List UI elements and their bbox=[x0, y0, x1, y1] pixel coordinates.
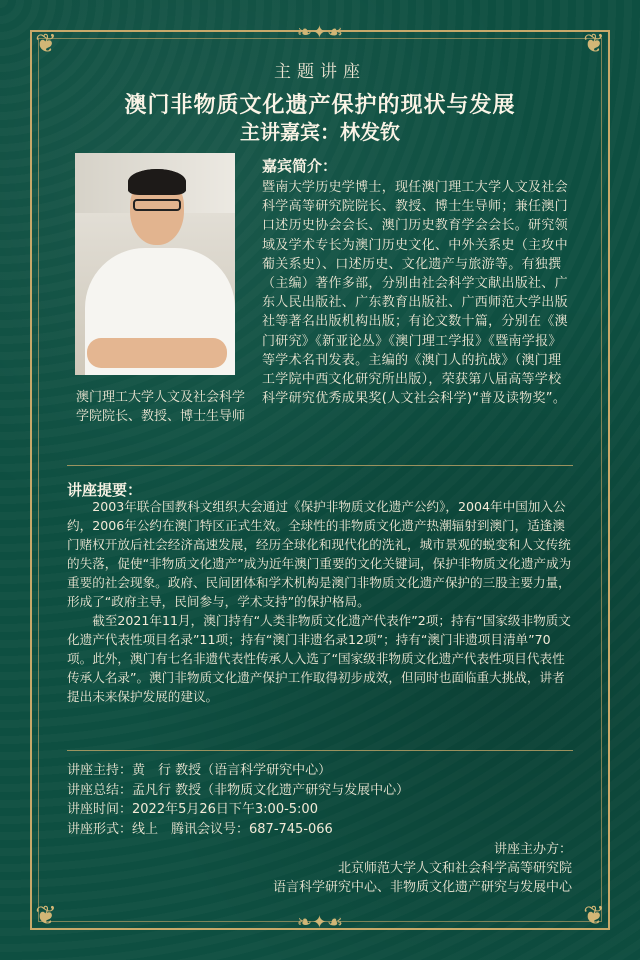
speaker-name: 主讲嘉宾：林发钦 bbox=[240, 120, 400, 144]
lecture-title: 澳门非物质文化遗产保护的现状与发展 bbox=[124, 93, 516, 118]
ornament-corner-icon: ❦ bbox=[35, 29, 57, 59]
bio-heading: 嘉宾简介： bbox=[262, 157, 338, 175]
ornament-corner-icon: ❦ bbox=[35, 901, 57, 931]
ornament-crest-icon: ❧✦☙ bbox=[296, 912, 344, 933]
organizer-line: 北京师范大学人文和社会科学高等研究院 bbox=[337, 861, 572, 876]
photo-caption: 澳门理工大学人文及社会科学学院院长、教授、博士生导师 bbox=[76, 390, 246, 424]
lecture-details bbox=[67, 761, 575, 839]
bio-text: 暨南大学历史学博士，现任澳门理工大学人文及社会科学高等研究院院长、教授、博士生导师；兼任澳门口述历史协会会长、澳门历史教育学会会长。研究领域及学术专长为澳门历史文化、中外关系史（主攻中葡关系史）、口述历史、文化遗产与旅游等。有独撰（主编）著作多部，分别由社会科学文献出版社、广东人民出版社、广东教育出版社、广西师范大学出版社等著名出版机构出版；有论文数十篇，分别在《澳门研究》《新亚论丛》《澳门理工学报》《暨南学报》等学术名刊发表。主编的《澳门人的抗战》（澳门理工学院中西文化研究所出版），荣获第八届高等学校科学研究优秀成果奖(人文社会科学)“普及读物奖”。 bbox=[262, 180, 568, 407]
divider bbox=[67, 465, 573, 466]
host-line: 讲座主持：黄 行 教授（语言科学研究中心） bbox=[67, 763, 332, 778]
summary-text bbox=[67, 497, 575, 706]
organizer-line: 语言科学研究中心、非物质文化遗产研究与发展中心 bbox=[272, 880, 572, 895]
ornament-corner-icon: ❦ bbox=[583, 901, 605, 931]
speaker-photo bbox=[75, 153, 235, 375]
summary-heading: 讲座提要： bbox=[67, 481, 143, 499]
ornament-crest-icon: ❧✦☙ bbox=[296, 22, 344, 43]
topic-label: 主题讲座 bbox=[274, 62, 366, 82]
ornament-corner-icon: ❦ bbox=[583, 29, 605, 59]
format-line: 讲座形式：线上 腾讯会议号：687-745-066 bbox=[67, 821, 333, 837]
organizer-heading: 讲座主办方： bbox=[493, 842, 572, 857]
summary-paragraph: 截至2021年11月，澳门持有“人类非物质文化遗产代表作”2项；持有“国家级非物质文化遗产代表性项目名录”11项；持有“澳门非遗名录12项”；持有“澳门非遗项目清单”70项。此外，澳门有七名非遗代表性传承人入选了“国家级非物质文化遗产代表性项目代表性传承人名录”。澳门非物质文化遗产保护工作取得初步成效，但同时也面临重大挑战，讲者提出未来保护发展的建议。 bbox=[67, 613, 571, 704]
summarizer-line: 讲座总结：孟凡行 教授（非物质文化遗产研究与发展中心） bbox=[67, 782, 410, 798]
time-line: 讲座时间：2022年5月26日下午3:00-5:00 bbox=[67, 802, 318, 817]
divider bbox=[67, 750, 573, 751]
summary-paragraph: 2003年联合国教科文组织大会通过《保护非物质文化遗产公约》，2004年中国加入公约，2006年公约在澳门特区正式生效。全球性的非物质文化遗产热潮辐射到澳门，适逢澳门赌权开放后社会经济高速发展，经历全球化和现代化的洗礼，城市景观的蜕变和人文传统的失落，促使“非物质文化遗产”成为近年澳门重要的文化关键词，保护非物质文化遗产成为重要的社会现象。政府、民间团体和学术机构是澳门非物质文化遗产保护的三股主要力量，形成了“政府主导，民间参与，学术支持”的保护格局。 bbox=[67, 499, 572, 609]
